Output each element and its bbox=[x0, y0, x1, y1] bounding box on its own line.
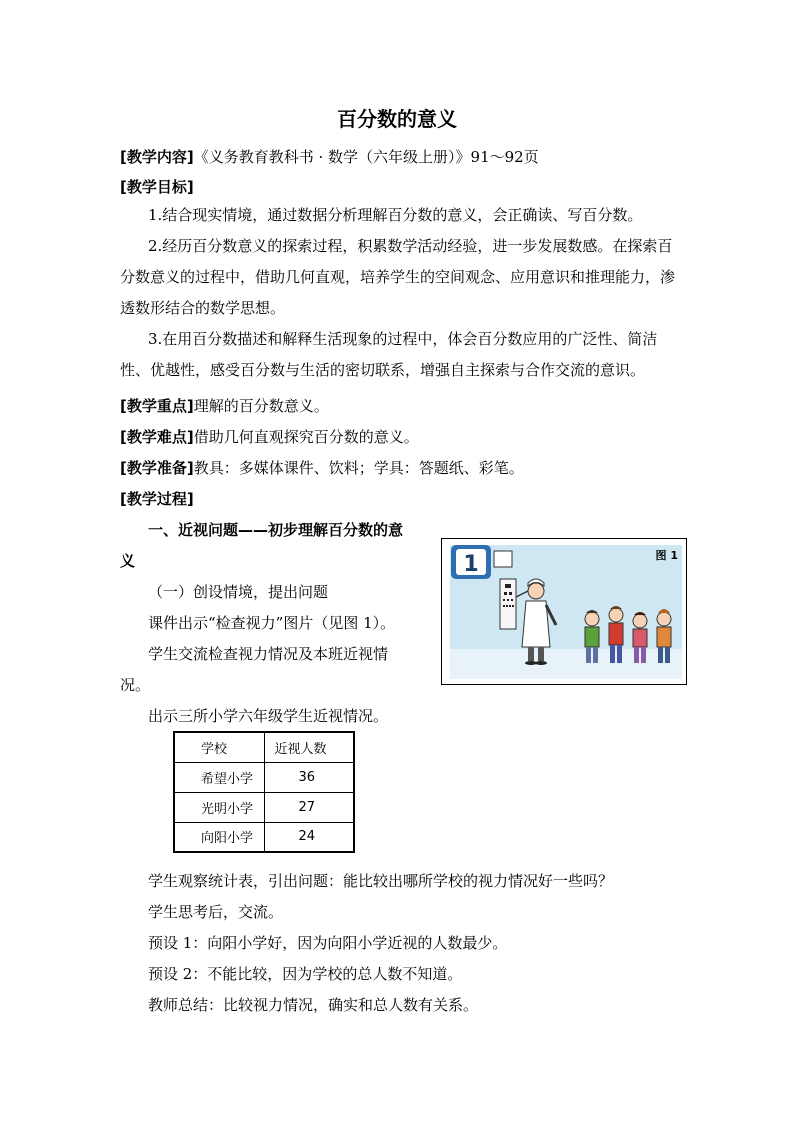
section1-heading-a: 一、近视问题——初步理解百分数的意 bbox=[148, 521, 404, 539]
figure-label: 图 1 bbox=[655, 549, 678, 562]
difficulty-label: [教学难点] bbox=[120, 428, 194, 446]
table-header-row bbox=[174, 732, 354, 762]
difficulty-line bbox=[120, 427, 680, 447]
table-header-cell: 学校 bbox=[174, 732, 264, 762]
table-header-cell: 近视人数 bbox=[264, 732, 354, 762]
after-line-4: 预设 2：不能比较，因为学校的总人数不知道。 bbox=[148, 965, 463, 983]
difficulty-text: 借助几何直观探究百分数的意义。 bbox=[193, 428, 419, 446]
section1-p3: 出示三所小学六年级学生近视情况。 bbox=[148, 707, 389, 725]
key-point-line bbox=[120, 396, 680, 416]
goal-3: 3.在用百分数描述和解释生活现象的过程中，体会百分数应用的广泛性、简洁性、优越性，感受百分数与生活的密切联系，增强自主探索与合作交流的意识。 bbox=[120, 330, 658, 379]
eye-exam-illustration bbox=[442, 539, 686, 684]
table-cell-school: 光明小学 bbox=[174, 792, 264, 822]
figure-number: 1 bbox=[463, 552, 479, 577]
table-cell-school: 向阳小学 bbox=[174, 822, 264, 852]
after-line-2: 学生思考后，交流。 bbox=[148, 903, 284, 921]
section1-p1: 课件出示“检查视力”图片（见图 1）。 bbox=[148, 614, 396, 632]
section1-heading-b: 义 bbox=[120, 552, 136, 570]
goal-1: 1.结合现实情境，通过数据分析理解百分数的意义，会正确读、写百分数。 bbox=[148, 206, 643, 224]
table-cell-school: 希望小学 bbox=[174, 762, 264, 792]
section1-sub: （一）创设情境，提出问题 bbox=[148, 583, 329, 601]
goal-2: 2.经历百分数意义的探索过程，积累数学活动经验，进一步发展数感。在探索百分数意义的过程中，借助几何直观，培养学生的空间观念、应用意识和推理能力，渗透数形结合的数学思想。 bbox=[120, 237, 676, 317]
goals-label: [教学目标] bbox=[120, 178, 194, 196]
content-label: [教学内容] bbox=[120, 148, 194, 166]
table-row bbox=[174, 792, 354, 822]
page-title: 百分数的意义 bbox=[337, 107, 457, 131]
table-cell-count: 24 bbox=[264, 822, 354, 852]
prep-label: [教学准备] bbox=[120, 459, 194, 477]
floor bbox=[450, 649, 682, 679]
prep-text: 教具：多媒体课件、饮料；学具：答题纸、彩笔。 bbox=[193, 459, 524, 477]
table-row bbox=[174, 822, 354, 852]
key-point-text: 理解的百分数意义。 bbox=[193, 397, 329, 415]
content-text: 《义务教育教科书 · 数学（六年级上册）》91～92页 bbox=[193, 148, 539, 166]
section1-p2a: 学生交流检查视力情况及本班近视情 bbox=[148, 645, 389, 663]
content-line bbox=[120, 147, 680, 167]
prep-line bbox=[120, 458, 680, 478]
section1-p2b: 况。 bbox=[120, 676, 151, 694]
table-row bbox=[174, 762, 354, 792]
after-line-3: 预设 1：向阳小学好，因为向阳小学近视的人数最少。 bbox=[148, 934, 508, 952]
after-line-5: 教师总结：比较视力情况，确实和总人数有关系。 bbox=[148, 996, 479, 1014]
process-label: [教学过程] bbox=[120, 490, 194, 508]
figure-eye-exam bbox=[441, 538, 687, 685]
after-line-1: 学生观察统计表，引出问题：能比较出哪所学校的视力情况好一些吗？ bbox=[148, 872, 614, 890]
table-cell-count: 27 bbox=[264, 792, 354, 822]
myopia-table bbox=[173, 731, 355, 853]
key-point-label: [教学重点] bbox=[120, 397, 194, 415]
table-cell-count: 36 bbox=[264, 762, 354, 792]
